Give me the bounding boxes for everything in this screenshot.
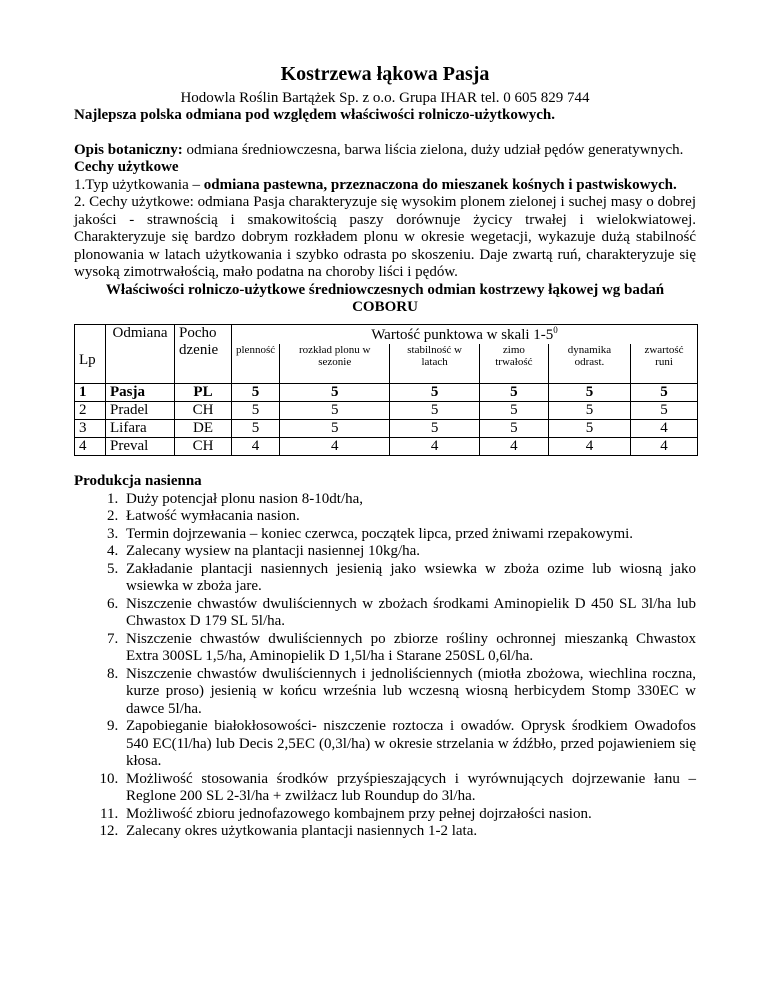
- list-item: 11. Możliwość zbioru jednofazowego kombajnem przy pełnej dojrzałości nasion.: [122, 806, 696, 824]
- row-value: 5: [548, 402, 630, 420]
- row-variety: Pasja: [106, 384, 175, 402]
- row-value: 5: [232, 402, 280, 420]
- document-page: [74, 62, 696, 841]
- row-value: 4: [479, 438, 548, 456]
- list-item: 5. Zakładanie plantacji nasiennych jesienią jako wsiewka w zboża ozime lub wiosną jako wsiewka w zboża jare.: [122, 561, 696, 596]
- feature-item-2: 2. Cechy użytkowe: odmiana Pasja charakteryzuje się wysokim plonem zielonej i suchej masy o dobrej jakości - strawnością i smakowitością paszy dorównuje życicy trwałej i wielokwiatowej. Charakteryzuje się bardzo dobrym rozkładem plonu w okresie wegetacji, wykazuje dużą stabilność plonowania w latach użytkowania i szybko odrasta po skoszeniu. Daje zwartą ruń, charakteryzuje się wysoką zimotrwałością, mało podatna na choroby liści i pędów.: [74, 194, 696, 280]
- list-item: 12. Zalecany okres użytkowania plantacji nasiennych 1-2 lata.: [122, 823, 696, 841]
- table-row: [75, 402, 698, 420]
- header-zimotrwalosc: zimo trwałość: [479, 344, 548, 384]
- row-value: 5: [631, 384, 698, 402]
- feature-item-1-bold: odmiana pastewna, przeznaczona do mieszanek kośnych i pastwiskowych.: [203, 176, 677, 193]
- header-dynamika: dynamika odrast.: [548, 344, 630, 384]
- document-title: Kostrzewa łąkowa Pasja: [280, 63, 490, 85]
- list-item: 10. Możliwość stosowania środków przyśpieszających i wyrównujących dojrzewanie łanu – Reglone 200 SL 2-3l/ha + zwilżacz lub Roundup do 3l/ha.: [122, 771, 696, 806]
- row-lp: 2: [75, 402, 106, 420]
- row-lp: 3: [75, 420, 106, 438]
- list-item: 1. Duży potencjał plonu nasion 8-10dt/ha,: [122, 491, 696, 509]
- row-value: 5: [280, 420, 390, 438]
- row-value: 5: [232, 384, 280, 402]
- row-variety: Preval: [106, 438, 175, 456]
- botanical-label: Opis botaniczny:: [74, 141, 183, 158]
- seed-production-list: [74, 491, 696, 841]
- row-value: 5: [390, 420, 480, 438]
- row-value: 5: [548, 384, 630, 402]
- row-value: 4: [232, 438, 280, 456]
- seed-production-heading: Produkcja nasienna: [74, 473, 202, 489]
- row-origin: PL: [175, 384, 232, 402]
- row-value: 5: [232, 420, 280, 438]
- list-item: 7. Niszczenie chwastów dwuliściennych po zbiorze rośliny ochronnej mieszanką Chwastox Extra 300SL 1,5/ha, Aminopielik D 1,5l/ha i Starane 250SL 0,6l/ha.: [122, 631, 696, 666]
- header-score-group: [232, 324, 698, 344]
- table-row: [75, 438, 698, 456]
- list-item: 2. Łatwość wymłacania nasion.: [122, 508, 696, 526]
- row-variety: Pradel: [106, 402, 175, 420]
- row-lp: 4: [75, 438, 106, 456]
- botanical-text: odmiana średniowczesna, barwa liścia zielona, duży udział pędów generatywnych.: [186, 141, 684, 158]
- row-lp: 1: [75, 384, 106, 402]
- row-value: 5: [479, 420, 548, 438]
- row-value: 4: [280, 438, 390, 456]
- header-pochodzenie-2: dzenie: [179, 341, 219, 358]
- table-row: [75, 420, 698, 438]
- header-score-group-sup: 0: [553, 324, 558, 335]
- table-row: [75, 384, 698, 402]
- tagline: Najlepsza polska odmiana pod względem właściwości rolniczo-użytkowych.: [74, 107, 555, 123]
- header-rozklad: rozkład plonu w sezonie: [280, 344, 390, 384]
- row-value: 5: [390, 402, 480, 420]
- header-lp: Lp: [75, 324, 106, 384]
- header-score-group-label: Wartość punktowa w skali 1-5: [371, 326, 554, 343]
- list-item: 8. Niszczenie chwastów dwuliściennych i jednoliściennych (miotła zbożowa, wiechlina roczna, kurze proso) jesienią w końcu września lub wczesną wiosną herbicydem Stomp 330EC w dawce 5l/ha.: [122, 666, 696, 719]
- row-value: 5: [479, 402, 548, 420]
- header-pochodzenie-1: Pocho: [179, 324, 217, 341]
- row-value: 4: [631, 420, 698, 438]
- row-value: 5: [631, 402, 698, 420]
- row-value: 4: [390, 438, 480, 456]
- row-value: 4: [631, 438, 698, 456]
- header-stabilnosc: stabilność w latach: [390, 344, 480, 384]
- row-value: 5: [390, 384, 480, 402]
- header-zwartosc: zwartość runi: [631, 344, 698, 384]
- header-pochodzenie: [175, 324, 232, 384]
- feature-item-1: [74, 177, 696, 195]
- list-item: 4. Zalecany wysiew na plantacji nasiennej 10kg/ha.: [122, 543, 696, 561]
- row-origin: DE: [175, 420, 232, 438]
- header-plennosc: plenność: [232, 344, 280, 384]
- row-value: 5: [548, 420, 630, 438]
- row-origin: CH: [175, 438, 232, 456]
- row-value: 5: [479, 384, 548, 402]
- list-item: 6. Niszczenie chwastów dwuliściennych w zbożach środkami Aminopielik D 450 SL 3l/ha lub Chwastox D 179 SL 5l/ha.: [122, 596, 696, 631]
- breeder-info: Hodowla Roślin Bartążek Sp. z o.o. Grupa IHAR tel. 0 605 829 744: [180, 90, 590, 106]
- botanical-description: [74, 142, 696, 160]
- table-header-row: [75, 324, 698, 344]
- row-value: 5: [280, 402, 390, 420]
- row-variety: Lifara: [106, 420, 175, 438]
- feature-item-1-prefix: 1.Typ użytkowania –: [74, 176, 204, 193]
- list-item: 3. Termin dojrzewania – koniec czerwca, początek lipca, przed żniwami rzepakowymi.: [122, 526, 696, 544]
- header-odmiana: Odmiana: [106, 324, 175, 384]
- row-origin: CH: [175, 402, 232, 420]
- row-value: 4: [548, 438, 630, 456]
- varieties-table: [74, 324, 698, 457]
- table-caption: Właściwości rolniczo-użytkowe średniowczesnych odmian kostrzewy łąkowej wg badań COBORU: [105, 281, 665, 315]
- row-value: 5: [280, 384, 390, 402]
- list-item: 9. Zapobieganie białokłosowości- niszczenie roztocza i owadów. Oprysk środkiem Owadofos 540 EC(1l/ha) lub Decis 2,5EC (0,3l/ha) w okresie strzelania w źdźbło, przed pojawieniem się kłosa.: [122, 718, 696, 771]
- features-heading: Cechy użytkowe: [74, 159, 179, 175]
